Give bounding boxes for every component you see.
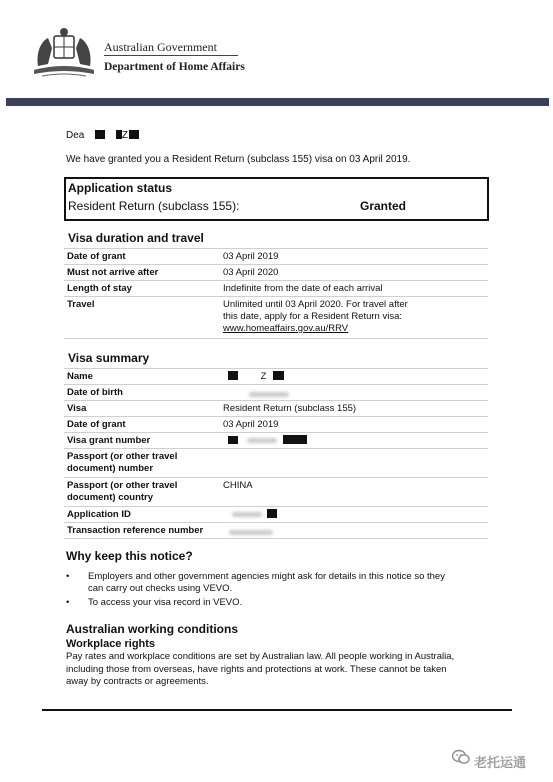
status-value: Granted <box>360 199 407 213</box>
redaction-block <box>283 435 307 444</box>
redaction-block <box>129 130 139 139</box>
row-key <box>67 480 177 504</box>
redaction-block <box>267 509 277 518</box>
paragraph-line: away by contracts or agreements. <box>66 676 209 687</box>
summary-section-title: Visa summary <box>68 351 150 365</box>
blurred-value <box>247 438 277 443</box>
row-key: Transaction reference number <box>67 525 204 536</box>
salutation-prefix: Dea <box>66 130 85 141</box>
government-name: Australian Government <box>104 40 217 54</box>
redaction-block <box>273 371 284 380</box>
duration-section-title: Visa duration and travel <box>68 231 204 245</box>
name-char: Z <box>260 371 267 382</box>
summary-table <box>64 368 488 539</box>
row-value <box>232 509 277 521</box>
blurred-value <box>249 392 289 397</box>
row-key: Travel <box>67 299 95 310</box>
table-row <box>64 433 488 449</box>
row-key: Application ID <box>67 509 131 520</box>
bullet-line-1: Employers and other government agencies might ask for details in this notice so they <box>88 571 445 582</box>
salutation-name-char: Z <box>121 130 129 141</box>
row-key-line-1: Passport (or other travel <box>67 451 178 462</box>
row-key <box>67 451 177 475</box>
duration-table <box>64 248 488 339</box>
row-key: Date of grant <box>67 251 126 262</box>
row-key: Visa <box>67 403 87 414</box>
row-value: 03 April 2019 <box>223 419 279 430</box>
row-key: Visa grant number <box>67 435 151 446</box>
salutation <box>66 130 139 141</box>
table-row <box>64 478 488 507</box>
workplace-rights-paragraph <box>66 651 491 689</box>
bullet-line-2: can carry out checks using VEVO. <box>88 583 233 594</box>
bullet-icon: • <box>66 597 70 608</box>
bullet-icon: • <box>66 571 70 582</box>
wechat-icon <box>452 749 470 765</box>
blurred-value <box>232 512 262 517</box>
redaction-block <box>95 130 105 139</box>
travel-line-2: this date, apply for a Resident Return visa: <box>223 311 403 322</box>
why-bullet-list <box>66 571 486 611</box>
working-conditions-title: Australian working conditions <box>66 622 239 636</box>
table-row <box>64 401 488 417</box>
table-row <box>64 249 488 265</box>
row-value: Indefinite from the date of each arrival <box>223 283 383 294</box>
row-key: Length of stay <box>67 283 132 294</box>
row-value: 03 April 2019 <box>223 251 279 262</box>
travel-line-1: Unlimited until 03 April 2020. For travel after <box>223 299 408 310</box>
row-value <box>249 389 289 401</box>
row-value <box>223 299 408 335</box>
row-key-line-1: Passport (or other travel <box>67 480 178 491</box>
row-key-line-2: document) country <box>67 492 154 503</box>
row-key: Name <box>67 371 93 382</box>
footer-divider <box>42 709 512 711</box>
watermark <box>452 749 548 773</box>
row-value: Resident Return (subclass 155) <box>223 403 357 414</box>
department-name: Department of Home Affairs <box>104 61 245 73</box>
header-bar <box>6 98 549 106</box>
row-value <box>228 371 284 383</box>
table-row <box>64 417 488 433</box>
status-title: Application status <box>68 181 173 195</box>
table-row <box>64 523 488 539</box>
paragraph-line: Pay rates and workplace conditions are set by Australian law. All people working in Australia, <box>66 651 455 662</box>
row-key: Date of birth <box>67 387 123 398</box>
redaction-block <box>228 436 238 444</box>
row-value: 03 April 2020 <box>223 267 279 278</box>
blurred-value <box>229 530 273 535</box>
table-row <box>64 265 488 281</box>
redaction-block <box>228 371 238 380</box>
row-key-line-2: document) number <box>67 463 154 474</box>
bullet-line-1: To access your visa record in VEVO. <box>88 597 243 608</box>
coat-of-arms-logo <box>28 26 100 82</box>
watermark-text: 老托运通 <box>474 755 527 770</box>
workplace-rights-subtitle: Workplace rights <box>66 638 156 650</box>
table-row <box>64 297 488 339</box>
row-key: Date of grant <box>67 419 126 430</box>
status-label: Resident Return (subclass 155): <box>68 199 240 213</box>
header-divider <box>104 55 238 56</box>
paragraph-line: including those from overseas, have rights and protections at work. These cannot be taken <box>66 663 447 675</box>
granted-sentence: We have granted you a Resident Return (subclass 155) visa on 03 April 2019. <box>66 154 411 165</box>
table-row <box>64 369 488 385</box>
row-value <box>228 435 307 447</box>
list-item <box>66 597 486 609</box>
table-row <box>64 281 488 297</box>
why-section-title: Why keep this notice? <box>66 549 193 563</box>
row-key: Must not arrive after <box>67 267 159 278</box>
table-row <box>64 449 488 478</box>
table-row <box>64 507 488 523</box>
rrv-link[interactable]: www.homeaffairs.gov.au/RRV <box>223 323 349 334</box>
list-item <box>66 571 486 595</box>
table-row <box>64 385 488 401</box>
row-value <box>229 527 273 539</box>
row-value: CHINA <box>223 480 253 491</box>
